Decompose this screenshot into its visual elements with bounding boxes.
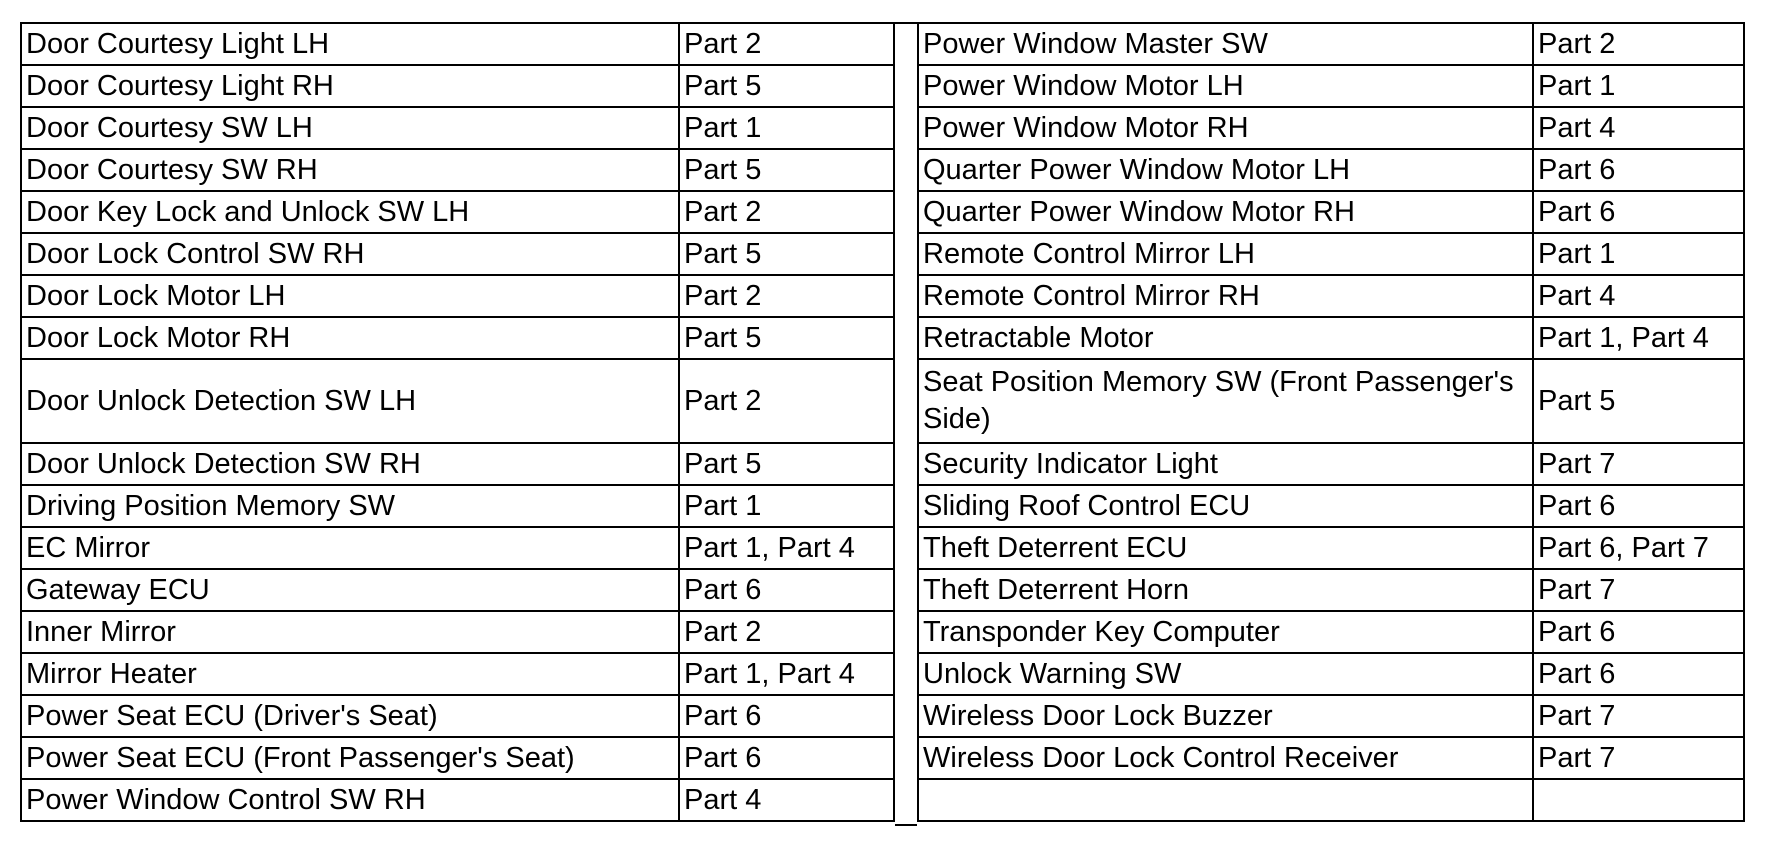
- component-cell: [918, 779, 1533, 821]
- table-row: [21, 485, 894, 527]
- component-cell: Wireless Door Lock Control Receiver: [918, 737, 1533, 779]
- table-row: [21, 695, 894, 737]
- part-cell: Part 6: [1533, 191, 1744, 233]
- table-row: [918, 275, 1744, 317]
- component-cell: Seat Position Memory SW (Front Passenger's Side): [918, 359, 1533, 443]
- table-row: [21, 443, 894, 485]
- component-cell: Door Lock Control SW RH: [21, 233, 679, 275]
- table-row: [21, 275, 894, 317]
- column-gutter: [895, 22, 917, 826]
- component-cell: Power Window Master SW: [918, 23, 1533, 65]
- component-cell: Door Key Lock and Unlock SW LH: [21, 191, 679, 233]
- table-row: [918, 653, 1744, 695]
- component-cell: Power Window Motor LH: [918, 65, 1533, 107]
- part-cell: Part 6: [679, 695, 894, 737]
- component-cell: Unlock Warning SW: [918, 653, 1533, 695]
- part-cell: Part 6: [679, 569, 894, 611]
- component-cell: EC Mirror: [21, 527, 679, 569]
- table-row: [21, 23, 894, 65]
- component-cell: Retractable Motor: [918, 317, 1533, 359]
- table-row: [918, 569, 1744, 611]
- part-cell: Part 1: [1533, 233, 1744, 275]
- table-row: [918, 779, 1744, 821]
- component-cell: Theft Deterrent Horn: [918, 569, 1533, 611]
- component-cell: Wireless Door Lock Buzzer: [918, 695, 1533, 737]
- component-cell: Security Indicator Light: [918, 443, 1533, 485]
- table-row: [918, 107, 1744, 149]
- table-row: [21, 233, 894, 275]
- table-row: [21, 569, 894, 611]
- part-cell: Part 5: [679, 443, 894, 485]
- component-cell: Remote Control Mirror LH: [918, 233, 1533, 275]
- table-row: [918, 191, 1744, 233]
- part-cell: Part 6: [1533, 611, 1744, 653]
- component-cell: Sliding Roof Control ECU: [918, 485, 1533, 527]
- part-cell: Part 5: [679, 149, 894, 191]
- component-cell: Power Seat ECU (Front Passenger's Seat): [21, 737, 679, 779]
- part-cell: Part 2: [679, 275, 894, 317]
- component-cell: Transponder Key Computer: [918, 611, 1533, 653]
- part-cell: Part 4: [1533, 107, 1744, 149]
- table-row: [21, 779, 894, 821]
- component-cell: Power Window Control SW RH: [21, 779, 679, 821]
- table-row: [21, 149, 894, 191]
- component-cell: Door Courtesy SW LH: [21, 107, 679, 149]
- part-cell: Part 1, Part 4: [1533, 317, 1744, 359]
- part-cell: Part 5: [1533, 359, 1744, 443]
- part-cell: Part 4: [679, 779, 894, 821]
- component-cell: Door Lock Motor LH: [21, 275, 679, 317]
- component-cell: Quarter Power Window Motor LH: [918, 149, 1533, 191]
- component-cell: Door Courtesy Light RH: [21, 65, 679, 107]
- part-cell: Part 2: [679, 611, 894, 653]
- table-row: [21, 359, 894, 443]
- component-cell: Power Window Motor RH: [918, 107, 1533, 149]
- part-cell: Part 2: [679, 359, 894, 443]
- table-row: [21, 107, 894, 149]
- table-row: [918, 443, 1744, 485]
- part-cell: Part 5: [679, 233, 894, 275]
- part-cell: Part 6: [679, 737, 894, 779]
- part-cell: Part 1, Part 4: [679, 653, 894, 695]
- part-cell: Part 1: [679, 107, 894, 149]
- part-cell: Part 5: [679, 65, 894, 107]
- part-cell: Part 2: [679, 23, 894, 65]
- table-row: [21, 611, 894, 653]
- table-row: [21, 191, 894, 233]
- table-row: [918, 317, 1744, 359]
- table-row: [918, 23, 1744, 65]
- part-cell: Part 2: [679, 191, 894, 233]
- parts-table-left: [20, 22, 895, 822]
- part-cell: Part 6, Part 7: [1533, 527, 1744, 569]
- component-cell: Mirror Heater: [21, 653, 679, 695]
- component-cell: Theft Deterrent ECU: [918, 527, 1533, 569]
- table-row: [21, 527, 894, 569]
- table-row: [21, 653, 894, 695]
- component-cell: Door Courtesy Light LH: [21, 23, 679, 65]
- table-row: [21, 65, 894, 107]
- part-cell: Part 7: [1533, 737, 1744, 779]
- part-cell: Part 6: [1533, 653, 1744, 695]
- table-row: [918, 527, 1744, 569]
- component-cell: Gateway ECU: [21, 569, 679, 611]
- table-row: [21, 737, 894, 779]
- component-cell: Inner Mirror: [21, 611, 679, 653]
- part-cell: Part 5: [679, 317, 894, 359]
- part-cell: Part 7: [1533, 443, 1744, 485]
- table-row: [918, 233, 1744, 275]
- component-cell: Door Unlock Detection SW RH: [21, 443, 679, 485]
- component-cell: Driving Position Memory SW: [21, 485, 679, 527]
- component-cell: Quarter Power Window Motor RH: [918, 191, 1533, 233]
- component-cell: Door Lock Motor RH: [21, 317, 679, 359]
- parts-table-right: [917, 22, 1745, 822]
- table-row: [918, 359, 1744, 443]
- part-cell: Part 1: [679, 485, 894, 527]
- table-row: [918, 65, 1744, 107]
- part-cell: Part 6: [1533, 149, 1744, 191]
- table-row: [918, 485, 1744, 527]
- component-cell: Power Seat ECU (Driver's Seat): [21, 695, 679, 737]
- parts-index: [20, 22, 1745, 826]
- table-row: [918, 737, 1744, 779]
- component-cell: Door Unlock Detection SW LH: [21, 359, 679, 443]
- component-cell: Door Courtesy SW RH: [21, 149, 679, 191]
- component-cell: Remote Control Mirror RH: [918, 275, 1533, 317]
- part-cell: Part 1, Part 4: [679, 527, 894, 569]
- part-cell: Part 1: [1533, 65, 1744, 107]
- table-row: [21, 317, 894, 359]
- table-row: [918, 611, 1744, 653]
- part-cell: Part 7: [1533, 569, 1744, 611]
- part-cell: [1533, 779, 1744, 821]
- part-cell: Part 4: [1533, 275, 1744, 317]
- part-cell: Part 7: [1533, 695, 1744, 737]
- table-row: [918, 695, 1744, 737]
- part-cell: Part 2: [1533, 23, 1744, 65]
- part-cell: Part 6: [1533, 485, 1744, 527]
- table-row: [918, 149, 1744, 191]
